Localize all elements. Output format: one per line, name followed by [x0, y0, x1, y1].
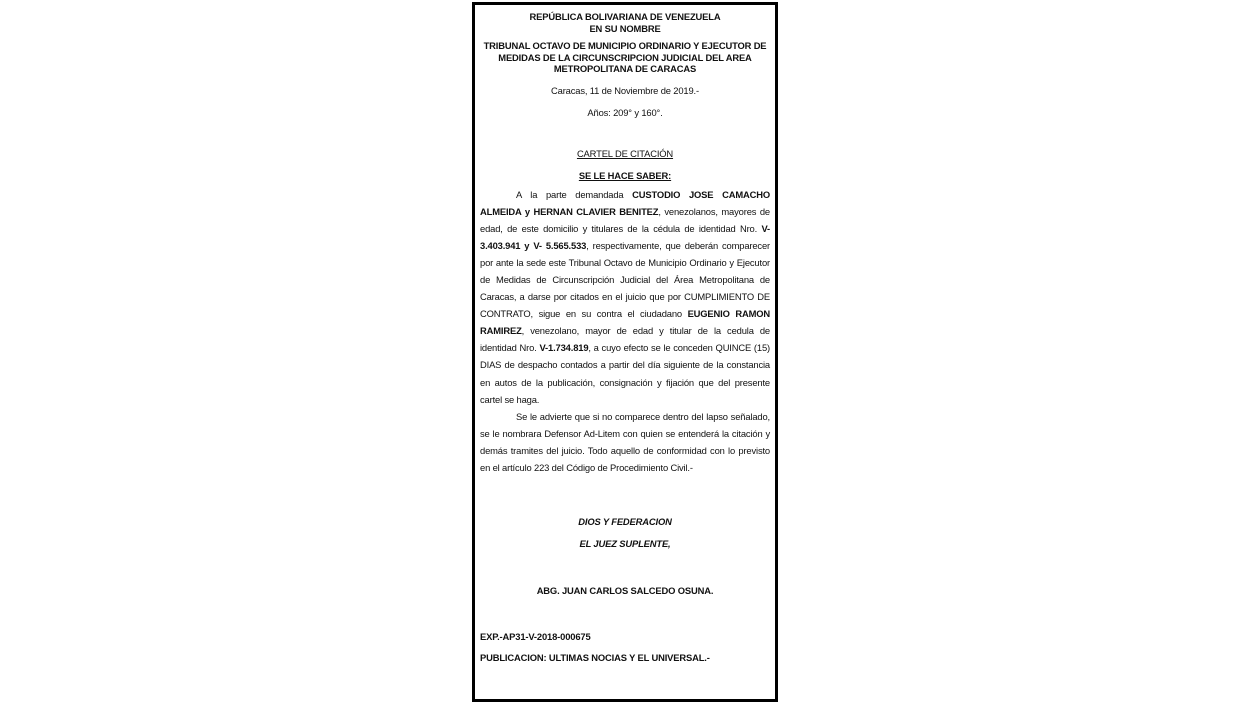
defendant-names: CUSTODIO JOSE CAMACHO ALMEIDA y HERNAN CLAVIER BENITEZ: [480, 188, 770, 217]
plaintiff-id: V-1.734.819: [539, 342, 589, 354]
body-paragraph-2: Se le advierte que si no comparece dentro del lapso señalado, se le nombrara Defensor Ad-Litem con quien se entenderá la citación y demás tramites del juicio. Todo aquello de conformidad con lo previsto en el artículo 223 del Código de Procedimiento Civil.-: [480, 410, 770, 473]
closing-line-1: DIOS Y FEDERACION: [578, 516, 672, 528]
header: [480, 11, 770, 34]
tribunal-heading: [480, 40, 770, 75]
body-paragraph-1: [480, 186, 770, 408]
document-years: Años: 209° y 160°.: [587, 106, 663, 118]
publication-note: PUBLICACION: ULTIMAS NOCIAS Y EL UNIVERSAL.-: [480, 652, 710, 664]
p1-text-d: , venezolano, mayor de edad y titular de la cedula de identidad Nro.: [480, 325, 770, 354]
defendant-ids: V-3.403.941 y V- 5.565.533: [480, 222, 770, 251]
header-country: REPÚBLICA BOLIVARIANA DE VENEZUELA: [529, 11, 721, 22]
cartel-title: CARTEL DE CITACIÓN: [576, 147, 674, 159]
tribunal-line-3: METROPOLITANA DE CARACAS: [553, 63, 697, 74]
document-date: Caracas, 11 de Noviembre de 2019.-: [551, 84, 699, 96]
p1-text-b: , venezolanos, mayores de edad, de este domicilio y titulares de la cédula de identidad Nro.: [480, 205, 770, 234]
p1-intro: A la parte demandada: [516, 188, 633, 200]
plaintiff-name: EUGENIO RAMON RAMIREZ: [480, 308, 770, 337]
header-subtitle: EN SU NOMBRE: [589, 22, 661, 34]
p1-text-c: , respectivamente, que deberán comparecer por ante la sede este Tribunal Octavo de Municipio Ordinario y Ejecutor de Medidas de Circunscripción Judicial del Área Metropolitana de Caracas, a darse por citados en el juicio que por CUMPLIMIENTO DE CONTRATO, sigue en su contra el ciudadano: [480, 239, 771, 320]
tribunal-line-1: TRIBUNAL OCTAVO DE MUNICIPIO ORDINARIO Y EJECUTOR DE: [483, 40, 767, 51]
tribunal-line-2: MEDIDAS DE LA CIRCUNSCRIPCION JUDICIAL DEL AREA: [498, 51, 752, 63]
p1-text-e: , a cuyo efecto se le conceden QUINCE (15) DIAS de despacho contados a partir del día siguiente de la constancia en autos de la publicación, consignación y fijación que del presente cartel se haga.: [480, 342, 771, 405]
expediente-number: EXP.-AP31-V-2018-000675: [480, 631, 591, 643]
legal-notice-document: [472, 2, 778, 702]
hace-saber-title: SE LE HACE SABER:: [578, 169, 672, 181]
closing-line-2: EL JUEZ SUPLENTE,: [579, 538, 671, 550]
signature-name: ABG. JUAN CARLOS SALCEDO OSUNA.: [536, 585, 714, 597]
